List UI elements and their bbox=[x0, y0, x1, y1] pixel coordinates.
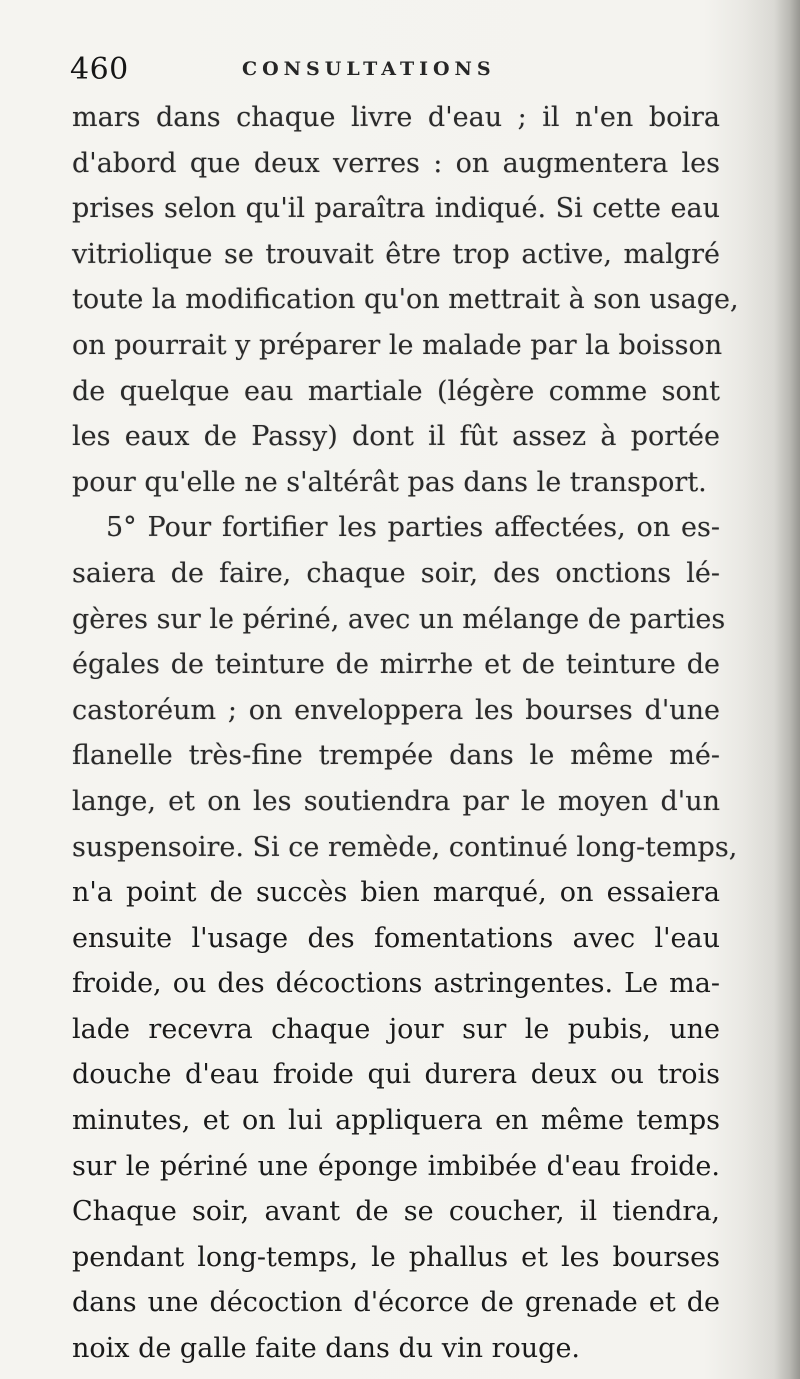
text-line: lange, et on les soutiendra par le moyen d'un bbox=[72, 785, 720, 817]
text-line: Chaque soir, avant de se coucher, il tiendra, bbox=[72, 1196, 720, 1228]
page-header bbox=[70, 52, 730, 92]
text-line: lade recevra chaque jour sur le pubis, une bbox=[72, 1013, 720, 1045]
text-line: gères sur le périné, avec un mélange de parties bbox=[72, 603, 726, 635]
text-line: douche d'eau froide qui durera deux ou trois bbox=[72, 1059, 720, 1091]
text-line: castoréum ; on enveloppera les bourses d'une bbox=[72, 694, 720, 726]
running-title: CONSULTATIONS bbox=[242, 58, 496, 80]
text-line: égales de teinture de mirrhe et de teinture de bbox=[72, 649, 720, 681]
text-line: flanelle très-fine trempée dans le même mé- bbox=[72, 740, 720, 772]
paragraph-start-line: 5° Pour fortifier les parties affectées, on es- bbox=[106, 512, 720, 544]
text-line: de quelque eau martiale (légère comme sont bbox=[72, 375, 720, 407]
page-number: 460 bbox=[70, 52, 129, 87]
text-line: dans une décoction d'écorce de grenade et de bbox=[72, 1287, 720, 1319]
text-line: toute la modification qu'on mettrait à son usage, bbox=[72, 284, 739, 316]
text-line: sur le périné une éponge imbibée d'eau froide. bbox=[72, 1150, 720, 1182]
text-line: n'a point de succès bien marqué, on essaiera bbox=[72, 877, 720, 909]
text-line: froide, ou des décoctions astringentes. Le ma- bbox=[72, 968, 720, 1000]
text-line: saiera de faire, chaque soir, des onctions lé- bbox=[72, 557, 720, 589]
text-line: suspensoire. Si ce remède, continué long-temps, bbox=[72, 831, 738, 863]
text-line: d'abord que deux verres : on augmentera les bbox=[72, 147, 720, 179]
text-line: on pourrait y préparer le malade par la boisson bbox=[72, 329, 723, 361]
text-line: pour qu'elle ne s'altérât pas dans le transport. bbox=[72, 466, 707, 498]
text-line: noix de galle faite dans du vin rouge. bbox=[72, 1333, 581, 1365]
text-line: mars dans chaque livre d'eau ; il n'en boira bbox=[72, 102, 720, 133]
text-line: les eaux de Passy) dont il fût assez à portée bbox=[72, 421, 720, 453]
text-line: minutes, et on lui appliquera en même temps bbox=[72, 1105, 720, 1137]
text-line: ensuite l'usage des fomentations avec l'eau bbox=[72, 922, 720, 954]
text-line: pendant long-temps, le phallus et les bourses bbox=[72, 1241, 720, 1273]
text-line: vitriolique se trouvait être trop active, malgré bbox=[72, 238, 720, 270]
body-text bbox=[72, 95, 739, 1372]
text-line: prises selon qu'il paraîtra indiqué. Si cette eau bbox=[72, 193, 720, 225]
page-edge-shadow bbox=[774, 0, 800, 1379]
